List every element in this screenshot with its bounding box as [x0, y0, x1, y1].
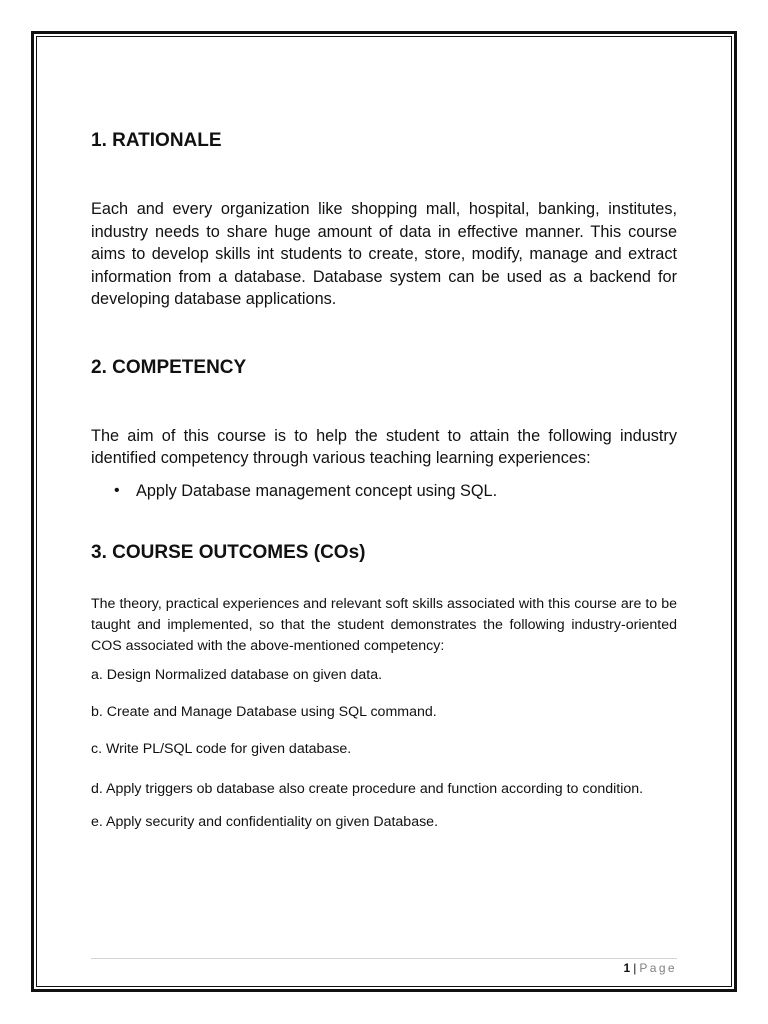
list-item — [91, 480, 677, 502]
page-label: Page — [639, 961, 677, 975]
outcome-item-b: b. Create and Manage Database using SQL command. — [91, 703, 437, 720]
outcome-item-e: e. Apply security and confidentiality on given Database. — [91, 813, 439, 830]
rationale-paragraph: Each and every organization like shopping mall, hospital, banking, institutes, industry needs to share huge amount of data in effective manner. This course aims to develop skills int students to create, store, modify, manage and extract information from a database. Database system can be used as a backend for developing database applications. — [91, 200, 677, 308]
page-number: 1 — [623, 961, 631, 975]
outcome-item-c: c. Write PL/SQL code for given database. — [91, 740, 352, 757]
competency-list — [91, 480, 677, 502]
bullet-text: Apply Database management concept using SQL. — [136, 481, 498, 500]
competency-paragraph: The aim of this course is to help the student to attain the following industry identified competency through various teaching learning experiences: — [91, 426, 677, 467]
outcomes-intro: The theory, practical experiences and relevant soft skills associated with this course are to be taught and implemented, so that the student demonstrates the following industry-oriented COS associated with the above-mentioned competency: — [91, 595, 677, 654]
outcome-item-a: a. Design Normalized database on given data. — [91, 666, 383, 683]
outcome-item-d: d. Apply triggers ob database also create procedure and function according to condition. — [91, 780, 644, 797]
document-body — [91, 128, 677, 833]
outcomes-heading: 3. COURSE OUTCOMES (COs) — [91, 541, 366, 563]
bullet-icon: • — [114, 481, 120, 499]
rationale-heading: 1. RATIONALE — [91, 130, 222, 151]
page-footer — [624, 961, 677, 975]
competency-heading: 2. COMPETENCY — [91, 356, 247, 378]
footer-divider — [91, 958, 677, 959]
footer-separator: | — [633, 961, 637, 975]
